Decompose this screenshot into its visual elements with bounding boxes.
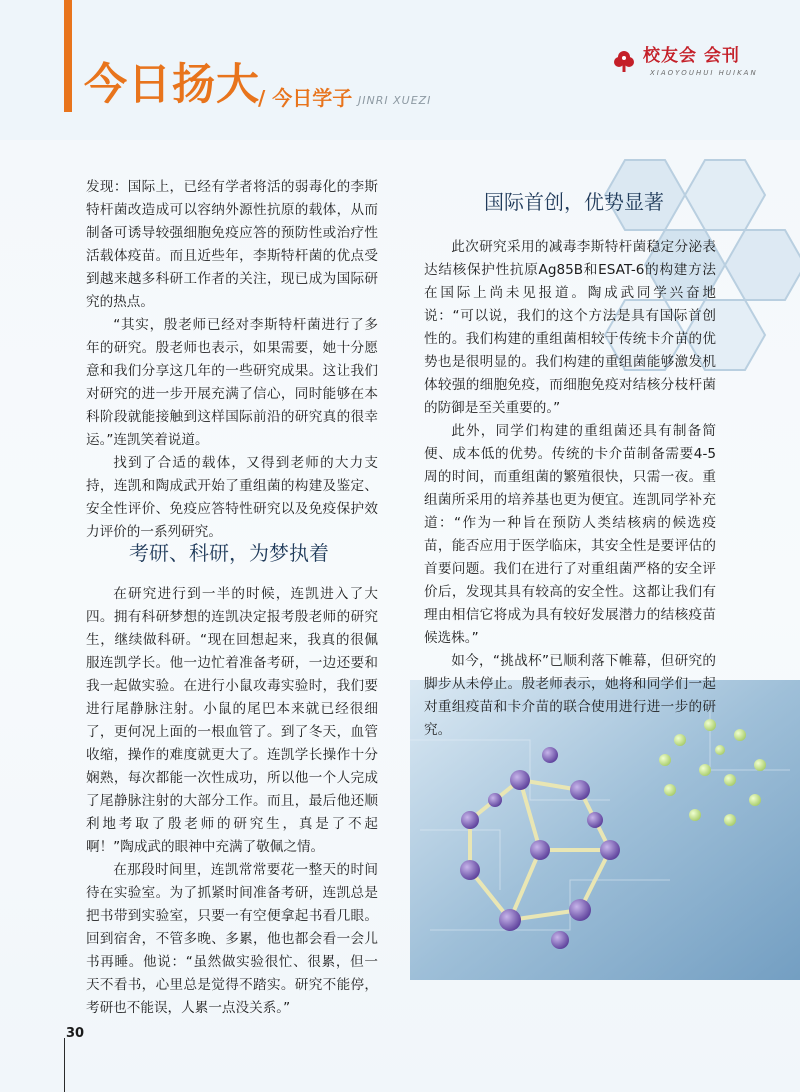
- paragraph: 在研究进行到一半的时候，连凯进入了大四。拥有科研梦想的连凯决定报考殷老师的研究生，继续做科研。“现在回想起来，我真的很佩服连凯学长。他一边忙着准备考研，一边还要和我一起做实验。在进行小鼠攻毒实验时，我们要进行尾静脉注射。小鼠的尾巴本来就已经很细了，更何况上面的一根血管了。到了冬天，血管收缩，操作的难度就更大了。连凯学长操作十分娴熟，每次都能一次性成功，所以他一个人完成了尾静脉注射的大部分工作。而且，最后他还顺利地考取了殷老师的研究生，真是了不起啊！”陶成武的眼神中充满了敬佩之情。: [86, 586, 378, 855]
- alumni-logo-icon: [611, 48, 637, 74]
- paragraph: 在那段时间里，连凯常常要花一整天的时间待在实验室。为了抓紧时间准备考研，连凯总是把书带到实验室，只要一有空便拿起书看几眼。回到宿舍，不管多晚、多累，他也都会看一会儿书再睡。他说：“虽然做实验很忙、很累，但一天不看书，心里总是觉得不踏实。研究不能停，考研也不能误，人累一点没关系。”: [86, 862, 378, 1016]
- magazine-brand-title: 校友会 会刊: [643, 46, 740, 66]
- section-title: 今日扬大: [84, 60, 260, 110]
- section-subtitle-pinyin: JINRI XUEZI: [358, 94, 432, 107]
- magazine-brand-pinyin: XIAOYOUHUI HUIKAN: [650, 69, 758, 77]
- paragraph: 此外，同学们构建的重组菌还具有制备简便、成本低的优势。传统的卡介苗制备需要4-5周的时间，而重组菌的繁殖很快，只需一夜。重组菌所采用的培养基也更为便宜。连凯同学补充道：“作为一种旨在预防人类结核病的候选疫苗，能否应用于医学临床，其安全性是要评估的首要问题。我们在进行了对重组菌严格的安全评价后，发现其具有较高的安全性。这都让我们有理由相信它将成为具有较好发展潜力的结核疫苗候选株。”: [424, 423, 716, 646]
- left-column-lower: [86, 583, 378, 1020]
- right-column: [424, 236, 716, 742]
- paragraph: 此次研究采用的减毒李斯特杆菌稳定分泌表达结核保护性抗原Ag85B和ESAT-6的构建方法在国际上尚未见报道。陶成武同学兴奋地说：“可以说，我们的这个方法是具有国际首创性的。我们构建的重组菌相较于传统卡介苗的优势也是很明显的。我们构建的重组菌能够激发机体较强的细胞免疫，而细胞免疫对结核分枝杆菌的防御是至关重要的。”: [424, 239, 716, 416]
- page-number: 30: [66, 1026, 85, 1041]
- footer-rule: [64, 1038, 65, 1092]
- section-heading: 考研、科研，为梦执着: [129, 541, 329, 565]
- paragraph: 发现：国际上，已经有学者将活的弱毒化的李斯特杆菌改造成可以容纳外源性抗原的载体，从而制备可诱导较强细胞免疫应答的预防性或治疗性活载体疫苗。而且近些年，李斯特杆菌的优点受到越来越多科研工作者的关注，现已成为国际研究的热点。: [86, 179, 378, 310]
- section-heading: 国际首创，优势显著: [484, 190, 664, 214]
- left-column: [86, 176, 378, 544]
- accent-bar: [64, 0, 72, 112]
- paragraph: 找到了合适的载体，又得到老师的大力支持，连凯和陶成武开始了重组菌的构建及鉴定、安全性评价、免疫应答特性研究以及免疫保护效力评价的一系列研究。: [86, 455, 378, 540]
- paragraph: 如今，“挑战杯”已顺利落下帷幕，但研究的脚步从未停止。殷老师表示，她将和同学们一起对重组疫苗和卡介苗的联合使用进行进一步的研究。: [424, 653, 716, 738]
- paragraph: “其实，殷老师已经对李斯特杆菌进行了多年的研究。殷老师也表示，如果需要，她十分愿意和我们分享这几年的一些研究成果。这让我们对研究的进一步开展充满了信心，同时能够在本科阶段就能接触到这样国际前沿的研究真的很幸运。”连凯笑着说道。: [86, 317, 378, 448]
- section-subtitle: / 今日学子: [258, 86, 353, 110]
